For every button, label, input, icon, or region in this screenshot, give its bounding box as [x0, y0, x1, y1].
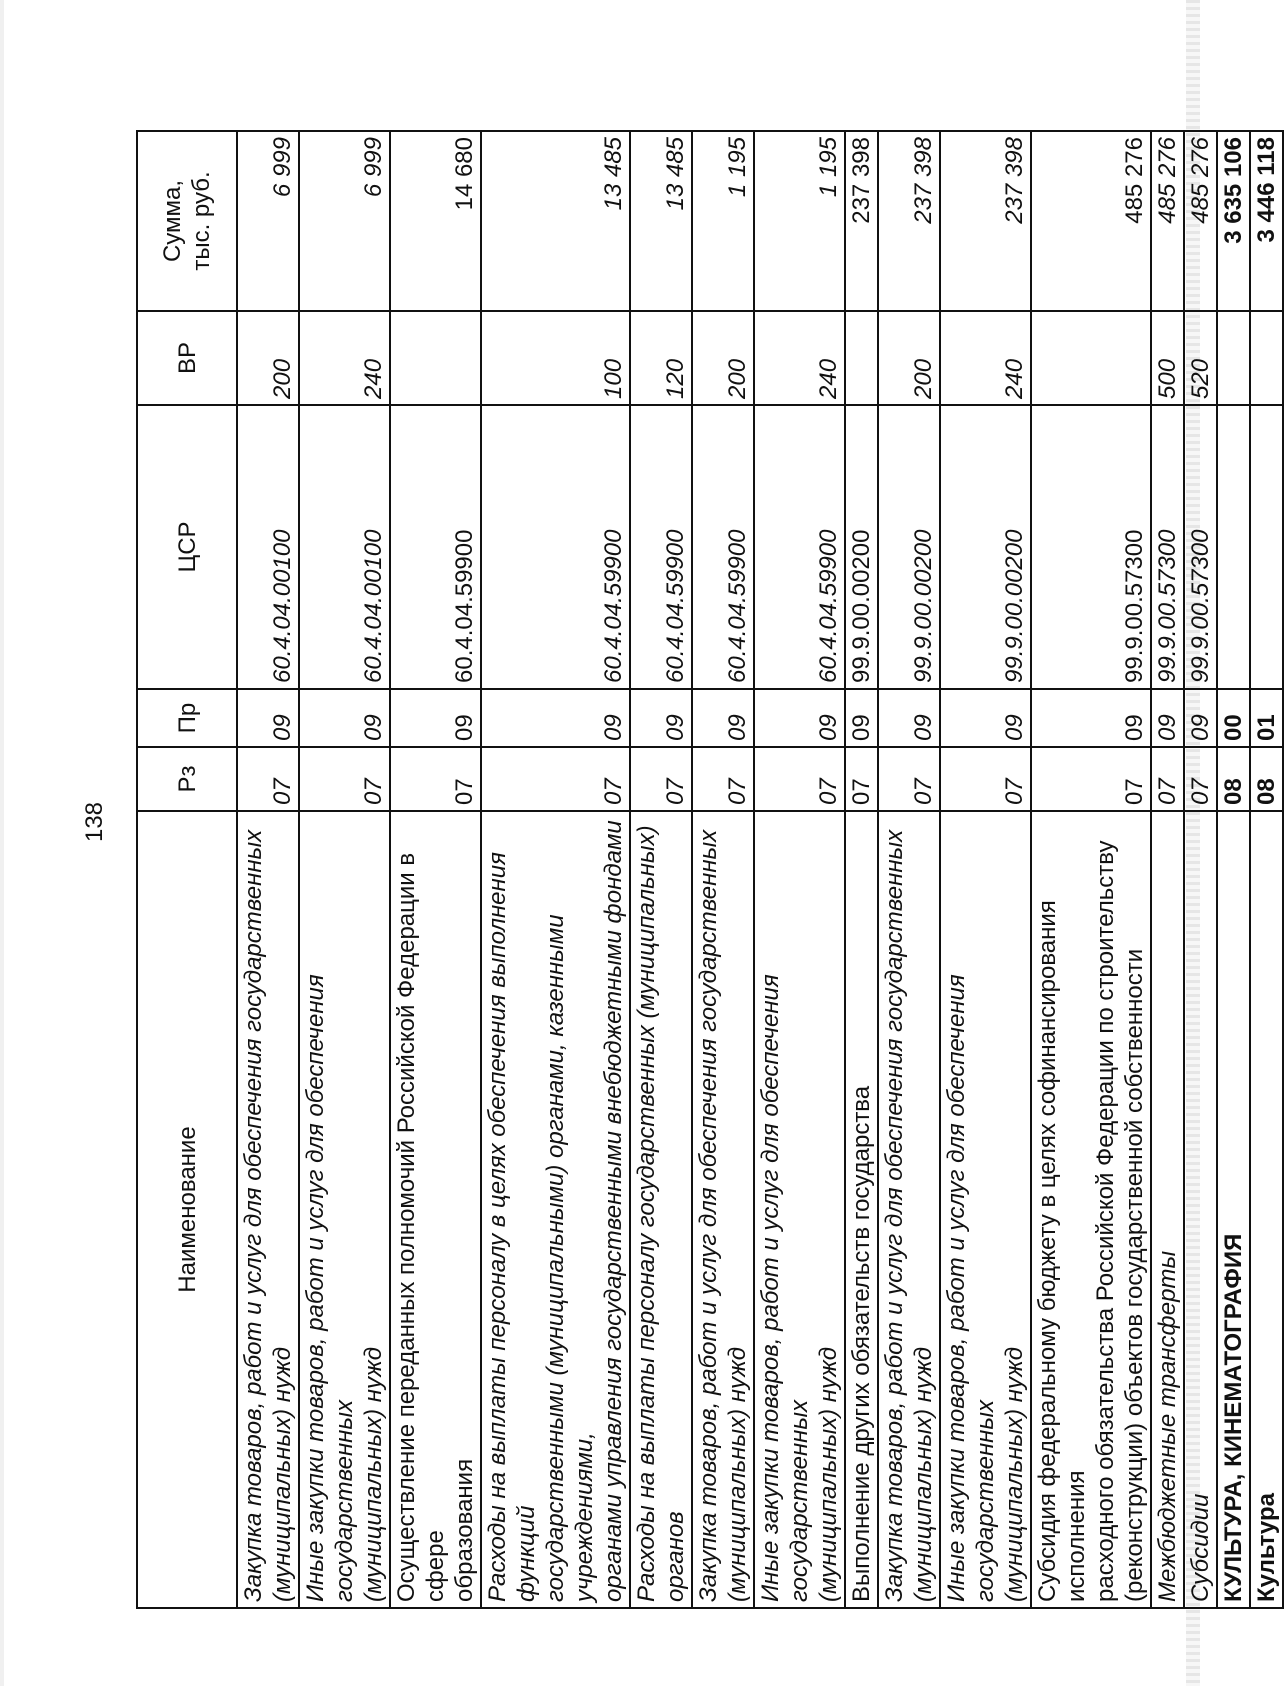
- cell-name: Иные закупки товаров, работ и услуг для обеспечения государственных (муниципальных) нужд: [299, 811, 390, 1608]
- cell-pr: 09: [390, 689, 481, 747]
- cell-vr: [1031, 311, 1151, 405]
- cell-name: Субсидии: [1184, 811, 1217, 1608]
- cell-rz: 07: [299, 747, 390, 811]
- cell-rz: 07: [754, 747, 845, 811]
- cell-csr: 60.4.04.00100: [237, 405, 299, 689]
- cell-pr: 09: [1184, 689, 1217, 747]
- table-header-row: [137, 131, 237, 1608]
- table-body: [237, 131, 1283, 1608]
- cell-sum: 14 680: [390, 131, 481, 311]
- table-row: [481, 131, 630, 1608]
- cell-pr: 09: [237, 689, 299, 747]
- cell-csr: 60.4.04.59900: [630, 405, 692, 689]
- cell-name: Межбюджетные трансферты: [1151, 811, 1184, 1608]
- table-row: [1217, 131, 1250, 1608]
- cell-name: Расходы на выплаты персоналу в целях обеспечения выполнения функций государственными (муниципальными) органами, казенными учреждениями, органами управления государственными внебюджетными фондами: [481, 811, 630, 1608]
- cell-rz: 07: [630, 747, 692, 811]
- cell-vr: 100: [481, 311, 630, 405]
- table-row: [754, 131, 845, 1608]
- header-pr: Пр: [137, 689, 237, 747]
- header-rz: Рз: [137, 747, 237, 811]
- cell-csr: 99.9.00.00200: [878, 405, 940, 689]
- cell-sum: 3 446 118: [1250, 131, 1283, 311]
- cell-name: Закупка товаров, работ и услуг для обеспечения государственных (муниципальных) нужд: [237, 811, 299, 1608]
- cell-name: КУЛЬТУРА, КИНЕМАТОГРАФИЯ: [1217, 811, 1250, 1608]
- cell-name: Выполнение других обязательств государства: [845, 811, 878, 1608]
- cell-vr: [390, 311, 481, 405]
- cell-sum: 237 398: [940, 131, 1031, 311]
- cell-name: Осуществление переданных полномочий Российской Федерации в сфере образования: [390, 811, 481, 1608]
- cell-pr: 01: [1250, 689, 1283, 747]
- table-row: [845, 131, 878, 1608]
- cell-vr: 500: [1151, 311, 1184, 405]
- cell-vr: 240: [940, 311, 1031, 405]
- table-row: [1250, 131, 1283, 1608]
- cell-csr: 60.4.04.59900: [692, 405, 754, 689]
- cell-pr: 09: [878, 689, 940, 747]
- cell-rz: 08: [1217, 747, 1250, 811]
- cell-pr: 09: [845, 689, 878, 747]
- cell-rz: 08: [1250, 747, 1283, 811]
- header-sum: Сумма, тыс. руб.: [137, 131, 237, 311]
- table-row: [692, 131, 754, 1608]
- cell-pr: 09: [630, 689, 692, 747]
- cell-sum: 485 276: [1031, 131, 1151, 311]
- cell-rz: 07: [1151, 747, 1184, 811]
- cell-vr: 240: [299, 311, 390, 405]
- cell-sum: 237 398: [845, 131, 878, 311]
- table-row: [878, 131, 940, 1608]
- cell-rz: 07: [237, 747, 299, 811]
- cell-csr: [1217, 405, 1250, 689]
- cell-sum: 1 195: [692, 131, 754, 311]
- cell-sum: 485 276: [1151, 131, 1184, 311]
- cell-csr: [1250, 405, 1283, 689]
- cell-sum: 6 999: [237, 131, 299, 311]
- cell-vr: [1250, 311, 1283, 405]
- cell-pr: 09: [299, 689, 390, 747]
- table-row: [630, 131, 692, 1608]
- cell-vr: 200: [692, 311, 754, 405]
- cell-sum: 13 485: [630, 131, 692, 311]
- cell-rz: 07: [878, 747, 940, 811]
- cell-vr: [845, 311, 878, 405]
- header-vr: ВР: [137, 311, 237, 405]
- cell-sum: 6 999: [299, 131, 390, 311]
- table-row: [390, 131, 481, 1608]
- cell-pr: 09: [940, 689, 1031, 747]
- cell-pr: 09: [481, 689, 630, 747]
- scan-edge-left: [0, 0, 4, 1686]
- table-row: [940, 131, 1031, 1608]
- cell-sum: 485 276: [1184, 131, 1217, 311]
- cell-sum: 237 398: [878, 131, 940, 311]
- cell-name: Культура: [1250, 811, 1283, 1608]
- cell-csr: 99.9.00.57300: [1184, 405, 1217, 689]
- cell-pr: 09: [754, 689, 845, 747]
- table-row: [237, 131, 299, 1608]
- table-row: [299, 131, 390, 1608]
- cell-name: Иные закупки товаров, работ и услуг для обеспечения государственных (муниципальных) нужд: [754, 811, 845, 1608]
- cell-vr: 240: [754, 311, 845, 405]
- cell-name: Закупка товаров, работ и услуг для обеспечения государственных (муниципальных) нужд: [692, 811, 754, 1608]
- cell-csr: 99.9.00.00200: [940, 405, 1031, 689]
- cell-csr: 60.4.04.59900: [390, 405, 481, 689]
- table-row: [1151, 131, 1184, 1608]
- cell-csr: 60.4.04.00100: [299, 405, 390, 689]
- table-row: [1184, 131, 1217, 1608]
- cell-name: Закупка товаров, работ и услуг для обеспечения государственных (муниципальных) нужд: [878, 811, 940, 1608]
- cell-rz: 07: [692, 747, 754, 811]
- cell-rz: 07: [1184, 747, 1217, 811]
- cell-rz: 07: [940, 747, 1031, 811]
- budget-table: [136, 130, 1284, 1609]
- cell-csr: 60.4.04.59900: [481, 405, 630, 689]
- cell-sum: 3 635 106: [1217, 131, 1250, 311]
- cell-csr: 99.9.00.00200: [845, 405, 878, 689]
- cell-sum: 1 195: [754, 131, 845, 311]
- cell-pr: 09: [692, 689, 754, 747]
- rotated-table-sheet: [136, 132, 1280, 1609]
- cell-rz: 07: [481, 747, 630, 811]
- cell-csr: 60.4.04.59900: [754, 405, 845, 689]
- cell-pr: 00: [1217, 689, 1250, 747]
- cell-csr: 99.9.00.57300: [1151, 405, 1184, 689]
- cell-pr: 09: [1151, 689, 1184, 747]
- cell-name: Иные закупки товаров, работ и услуг для обеспечения государственных (муниципальных) нужд: [940, 811, 1031, 1608]
- cell-rz: 07: [845, 747, 878, 811]
- header-name: Наименование: [137, 811, 237, 1608]
- cell-vr: 120: [630, 311, 692, 405]
- cell-csr: 99.9.00.57300: [1031, 405, 1151, 689]
- cell-rz: 07: [390, 747, 481, 811]
- cell-rz: 07: [1031, 747, 1151, 811]
- page-number: 138: [81, 801, 108, 843]
- cell-vr: 520: [1184, 311, 1217, 405]
- cell-name: Расходы на выплаты персоналу государственных (муниципальных) органов: [630, 811, 692, 1608]
- cell-vr: 200: [878, 311, 940, 405]
- cell-vr: [1217, 311, 1250, 405]
- cell-sum: 13 485: [481, 131, 630, 311]
- cell-name: Субсидия федеральному бюджету в целях софинансирования исполнения расходного обязательства Российской Федерации по строительству (реконструкции) объектов государственной собственности: [1031, 811, 1151, 1608]
- header-csr: ЦСР: [137, 405, 237, 689]
- table-row: [1031, 131, 1151, 1608]
- cell-pr: 09: [1031, 689, 1151, 747]
- cell-vr: 200: [237, 311, 299, 405]
